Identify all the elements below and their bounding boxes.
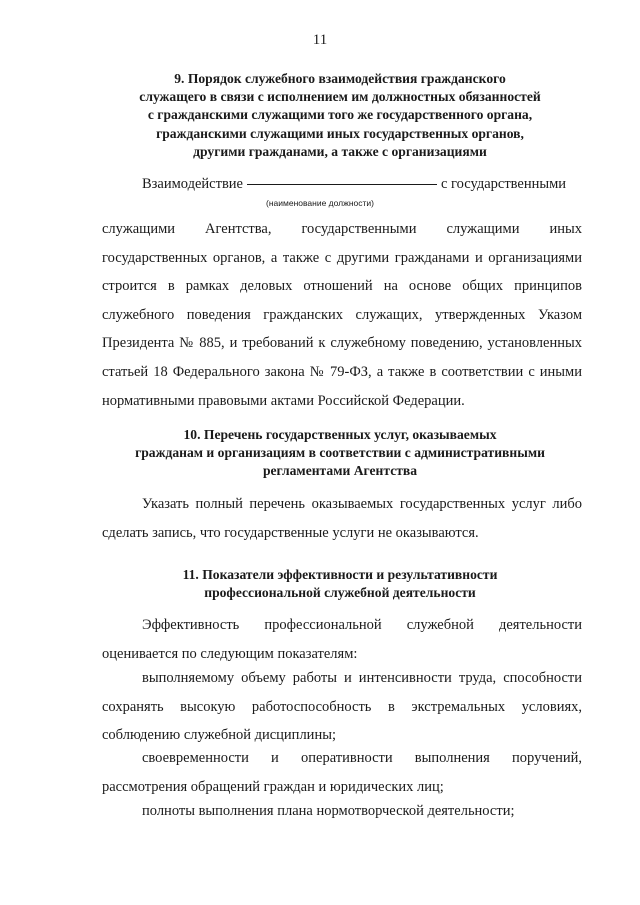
heading-line: 11. Показатели эффективности и результативности xyxy=(182,567,498,582)
section-11-intro xyxy=(102,611,582,668)
indicator-item-1 xyxy=(102,664,582,750)
body-line: сделать запись, что государственные услуги не оказываются. xyxy=(102,524,479,541)
body-line: служащими Агентства, государственными служащими иных xyxy=(102,221,582,237)
body-line: нормативными правовыми актами Российской Федерации. xyxy=(102,392,465,409)
interaction-line-end: с государственными xyxy=(441,176,567,192)
body-line: государственных органов, а также с другими гражданами и организациями xyxy=(102,249,582,266)
interaction-line xyxy=(142,170,582,199)
body-line: сохранять высокую работоспособность в экстремальных условиях, xyxy=(102,698,582,715)
body-line: оценивается по следующим показателям: xyxy=(102,645,358,662)
section-10-heading xyxy=(80,426,600,481)
position-blank xyxy=(247,184,437,185)
body-line: строится в рамках деловых отношений на основе общих принципов xyxy=(102,278,582,295)
heading-line: 10. Перечень государственных услуг, оказываемых xyxy=(183,427,497,442)
heading-line: с гражданскими служащими того же государственного органа, xyxy=(147,107,533,123)
heading-line: профессиональной служебной деятельности xyxy=(204,585,476,601)
heading-line: 9. Порядок служебного взаимодействия гражданского xyxy=(174,71,506,86)
indicator-item-3 xyxy=(102,797,582,826)
heading-line: служащего в связи с исполнением им должностных обязанностей xyxy=(139,89,541,105)
section-10-body xyxy=(102,490,582,547)
blank-note: (наименование должности) xyxy=(266,198,374,208)
body-line: своевременности и оперативности выполнения поручений, xyxy=(142,750,582,766)
body-line: служебного поведения гражданских служащих, утвержденных Указом xyxy=(102,306,582,323)
interaction-line-start: Взаимодействие xyxy=(142,176,243,192)
page-number: 11 xyxy=(312,32,328,48)
heading-line: гражданскими служащими иных государственных органов, xyxy=(156,125,524,141)
section-11-heading xyxy=(80,566,600,602)
body-line: полноты выполнения плана нормотворческой деятельности; xyxy=(142,803,515,819)
heading-line: гражданам и организациям в соответствии с административными xyxy=(135,445,545,461)
heading-line: регламентами Агентства xyxy=(262,463,418,479)
body-line: выполняемому объему работы и интенсивности труда, способности xyxy=(142,670,582,686)
section-9-heading xyxy=(80,70,600,161)
section-9-body xyxy=(102,215,582,415)
heading-line: другими гражданами, а также с организациями xyxy=(193,143,487,159)
body-line: Президента № 885, и требований к служебному поведению, установленных xyxy=(102,335,582,352)
body-line: рассмотрения обращений граждан и юридических лиц; xyxy=(102,778,444,795)
body-line: Указать полный перечень оказываемых государственных услуг либо xyxy=(142,496,582,512)
body-line: Эффективность профессиональной служебной деятельности xyxy=(142,617,582,633)
body-line: соблюдению служебной дисциплины; xyxy=(102,727,336,744)
body-line: статьей 18 Федерального закона № 79-ФЗ, а также в соответствии с иными xyxy=(102,363,582,380)
indicator-item-2 xyxy=(102,744,582,801)
